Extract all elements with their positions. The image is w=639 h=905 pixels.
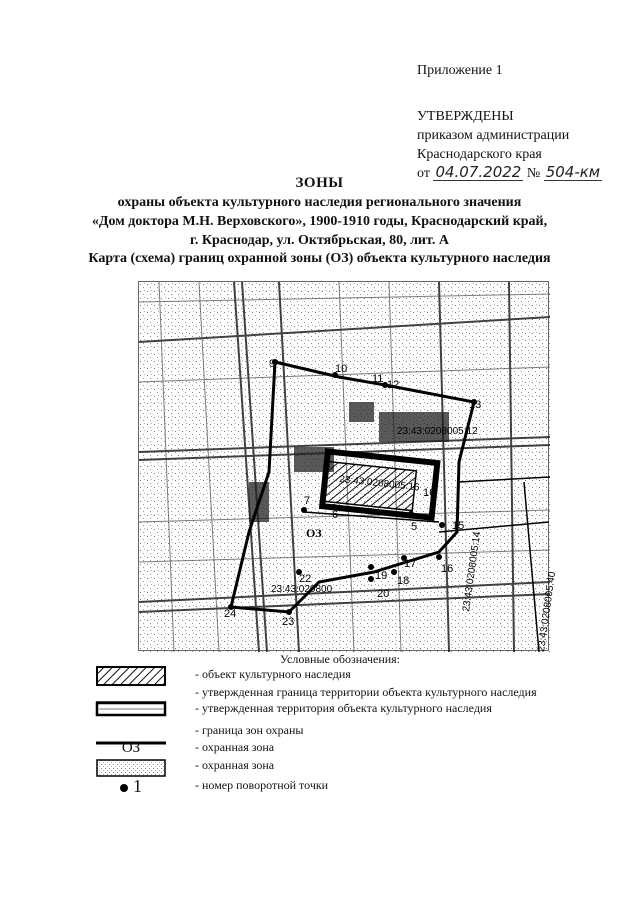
title-line-4: г. Краснодар, ул. Октябрьская, 80, лит. А [190, 233, 449, 248]
point-label: 10 [335, 363, 348, 375]
legend-symbol-stipple [96, 759, 166, 777]
appendix-label: Приложение 1 [417, 63, 503, 78]
cadastral-number: 23:43:0208005:40 [536, 571, 559, 653]
legend-text: - охранная зона [195, 740, 275, 754]
point-label: 20 [377, 588, 390, 600]
legend-point-label: 1 [133, 776, 142, 796]
approval-block [417, 107, 602, 183]
zone-label: ОЗ [306, 526, 322, 540]
point-label: 22 [299, 573, 312, 585]
legend-symbol-line [96, 692, 166, 698]
approved-title: УТВЕРЖДЕНЫ [417, 109, 514, 124]
point-label: 15 [452, 520, 465, 532]
cadastral-number: 23:43:0208005:14 [461, 531, 484, 613]
point-label: 11 [372, 373, 384, 385]
order-line-2: Краснодарского края [417, 147, 542, 162]
cadastral-number: 23:43:0208005:16 [338, 474, 421, 494]
legend-symbol-hatch [96, 666, 166, 686]
title-line-2: охраны объекта культурного наследия регионального значения [117, 195, 522, 210]
order-number-sign: № [526, 166, 541, 181]
point-label: 17 [404, 558, 417, 570]
legend-symbol-point [96, 776, 166, 798]
point-label: 24 [224, 608, 237, 620]
order-number: 504-км [545, 163, 601, 181]
point-dot-icon [120, 784, 128, 792]
legend-title: Условные обозначения: [280, 652, 401, 666]
title-line-3: «Дом доктора М.Н. Верховского», 1900-1910 годы, Краснодарский край, [91, 214, 548, 229]
point-label: 16 [423, 487, 436, 499]
cadastral-number: 23:43:020800 [271, 584, 333, 595]
point-label: 19 [375, 570, 388, 582]
order-from: от [417, 166, 430, 181]
legend-text: - утвержденная граница территории объекта культурного наследия [195, 685, 537, 699]
legend-text: - утвержденная территория объекта культурного наследия [195, 701, 492, 715]
legend-symbol-zone-label: ОЗ [121, 740, 141, 756]
map-drawing [139, 282, 559, 653]
point-label: 5 [411, 521, 418, 533]
point-label: 12 [387, 379, 400, 391]
point-label: 16 [441, 563, 454, 575]
point-label: 23 [282, 616, 295, 628]
point-label: 6 [332, 509, 339, 521]
boundary-map [138, 281, 559, 653]
legend-text: - граница зон охраны [195, 723, 304, 737]
legend-text: - охранная зона [195, 758, 275, 772]
title-zones: ЗОНЫ [295, 175, 344, 191]
point-label: 18 [397, 575, 410, 587]
order-date: 04.07.2022 [435, 163, 522, 181]
legend-text: - номер поворотной точки [195, 778, 329, 792]
document-title [0, 174, 639, 250]
map-title: Карта (схема) границ охранной зоны (ОЗ) объекта культурного наследия [88, 251, 551, 266]
legend-symbol-thick-line [96, 733, 166, 739]
legend-symbol-band [96, 702, 166, 716]
order-line-1: приказом администрации [417, 128, 570, 143]
point-label: 7 [304, 495, 311, 507]
legend-text: - объект культурного наследия [195, 667, 351, 681]
cadastral-number: 23:43:0208005:12 [397, 426, 478, 437]
point-label: 9 [269, 358, 276, 370]
point-label: 13 [469, 399, 482, 411]
